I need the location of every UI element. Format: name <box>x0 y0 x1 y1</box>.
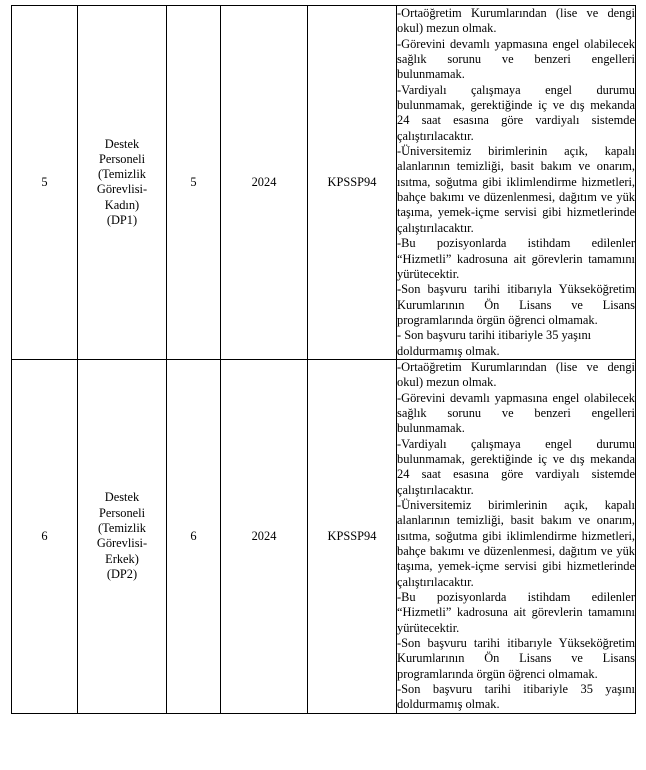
condition-item: -Üniversitemiz birimlerinin açık, kapalı alanlarının temizliği, basit bakım ve onarım, ısıtma, soğutma gibi iklimlendirme hizmetleri, bahçe bakımı ve düzenlenmesi, dağıtım ve yük taşıma, yemek-içme servisi gibi hizmetlerinde çalıştırılacaktır. <box>397 498 635 589</box>
table-row <box>12 359 636 713</box>
cell-sira-no: 6 <box>12 359 78 713</box>
unvan-line: Erkek) <box>105 551 139 566</box>
unvan-line: (DP1) <box>106 213 138 228</box>
unvan-line: (Temizlik <box>98 521 146 536</box>
cell-unvan <box>78 6 167 360</box>
condition-item: -Bu pozisyonlarda istihdam edilenler “Hizmetli” kadrosuna ait görevlerin tamamını yürütecektir. <box>397 590 635 635</box>
cell-aranan-nitelikler <box>397 6 636 360</box>
condition-item: -Vardiyalı çalışmaya engel durumu bulunmamak, gerektiğinde iç ve dış mekanda 24 saat esasına göre vardiyalı sistemde çalıştırılacaktır. <box>397 82 635 143</box>
unvan-line: (Temizlik <box>98 167 146 182</box>
cell-unvan <box>78 359 167 713</box>
unvan-line: Kadın) <box>104 197 140 212</box>
condition-item: -Bu pozisyonlarda istihdam edilenler “Hizmetli” kadrosuna ait görevlerin tamamını yürütecektir. <box>397 236 635 281</box>
unvan-line: Personeli <box>98 151 146 166</box>
cell-adet: 6 <box>167 359 221 713</box>
unvan-line: Görevlisi- <box>96 182 148 197</box>
unvan-line: (DP2) <box>106 566 138 581</box>
condition-item: -Son başvuru tarihi itibarıyla Yükseköğretim Kurumlarının Ön Lisans ve Lisans programlarında örgün öğrenci olmamak. <box>397 282 635 327</box>
cell-yil: 2024 <box>221 359 308 713</box>
condition-item: - Son başvuru tarihi itibariyle 35 yaşını doldurmamış olmak. <box>397 328 592 358</box>
cell-kpss-puan-turu: KPSSP94 <box>308 359 397 713</box>
condition-item: -Görevini devamlı yapmasına engel olabilecek sağlık sorunu ve benzeri engelleri bulunmamak. <box>397 36 635 82</box>
cell-aranan-nitelikler <box>397 359 636 713</box>
condition-item: -Ortaöğretim Kurumlarından (lise ve dengi okul) mezun olmak. <box>397 6 635 36</box>
condition-item: -Ortaöğretim Kurumlarından (lise ve dengi okul) mezun olmak. <box>397 359 635 390</box>
unvan-line: Destek <box>104 490 140 505</box>
requirements-table <box>11 5 636 714</box>
cell-yil: 2024 <box>221 6 308 360</box>
unvan-line: Görevlisi- <box>96 536 148 551</box>
unvan-line: Personeli <box>98 505 146 520</box>
condition-item: -Vardiyalı çalışmaya engel durumu bulunmamak, gerektiğinde iç ve dış mekanda 24 saat esasına göre vardiyalı sistemde çalıştırılacaktır. <box>397 436 635 497</box>
cell-adet: 5 <box>167 6 221 360</box>
table-body <box>12 6 636 714</box>
cell-kpss-puan-turu: KPSSP94 <box>308 6 397 360</box>
table-row <box>12 6 636 360</box>
cell-sira-no: 5 <box>12 6 78 360</box>
condition-item: -Üniversitemiz birimlerinin açık, kapalı alanlarının temizliği, basit bakım ve onarım, ısıtma, soğutma gibi iklimlendirme hizmetleri, bahçe bakımı ve düzenlenmesi, dağıtım ve yük taşıma, yemek-içme servisi gibi hizmetlerinde çalıştırılacaktır. <box>397 144 635 235</box>
condition-item: -Son başvuru tarihi itibarıyle Yükseköğretim Kurumlarının Ön Lisans ve Lisans programlarında örgün öğrenci olmamak. <box>397 636 635 681</box>
condition-item: -Görevini devamlı yapmasına engel olabilecek sağlık sorunu ve benzeri engelleri bulunmamak. <box>397 390 635 436</box>
unvan-line: Destek <box>104 136 140 151</box>
condition-item: -Son başvuru tarihi itibariyle 35 yaşını doldurmamış olmak. <box>397 682 635 712</box>
